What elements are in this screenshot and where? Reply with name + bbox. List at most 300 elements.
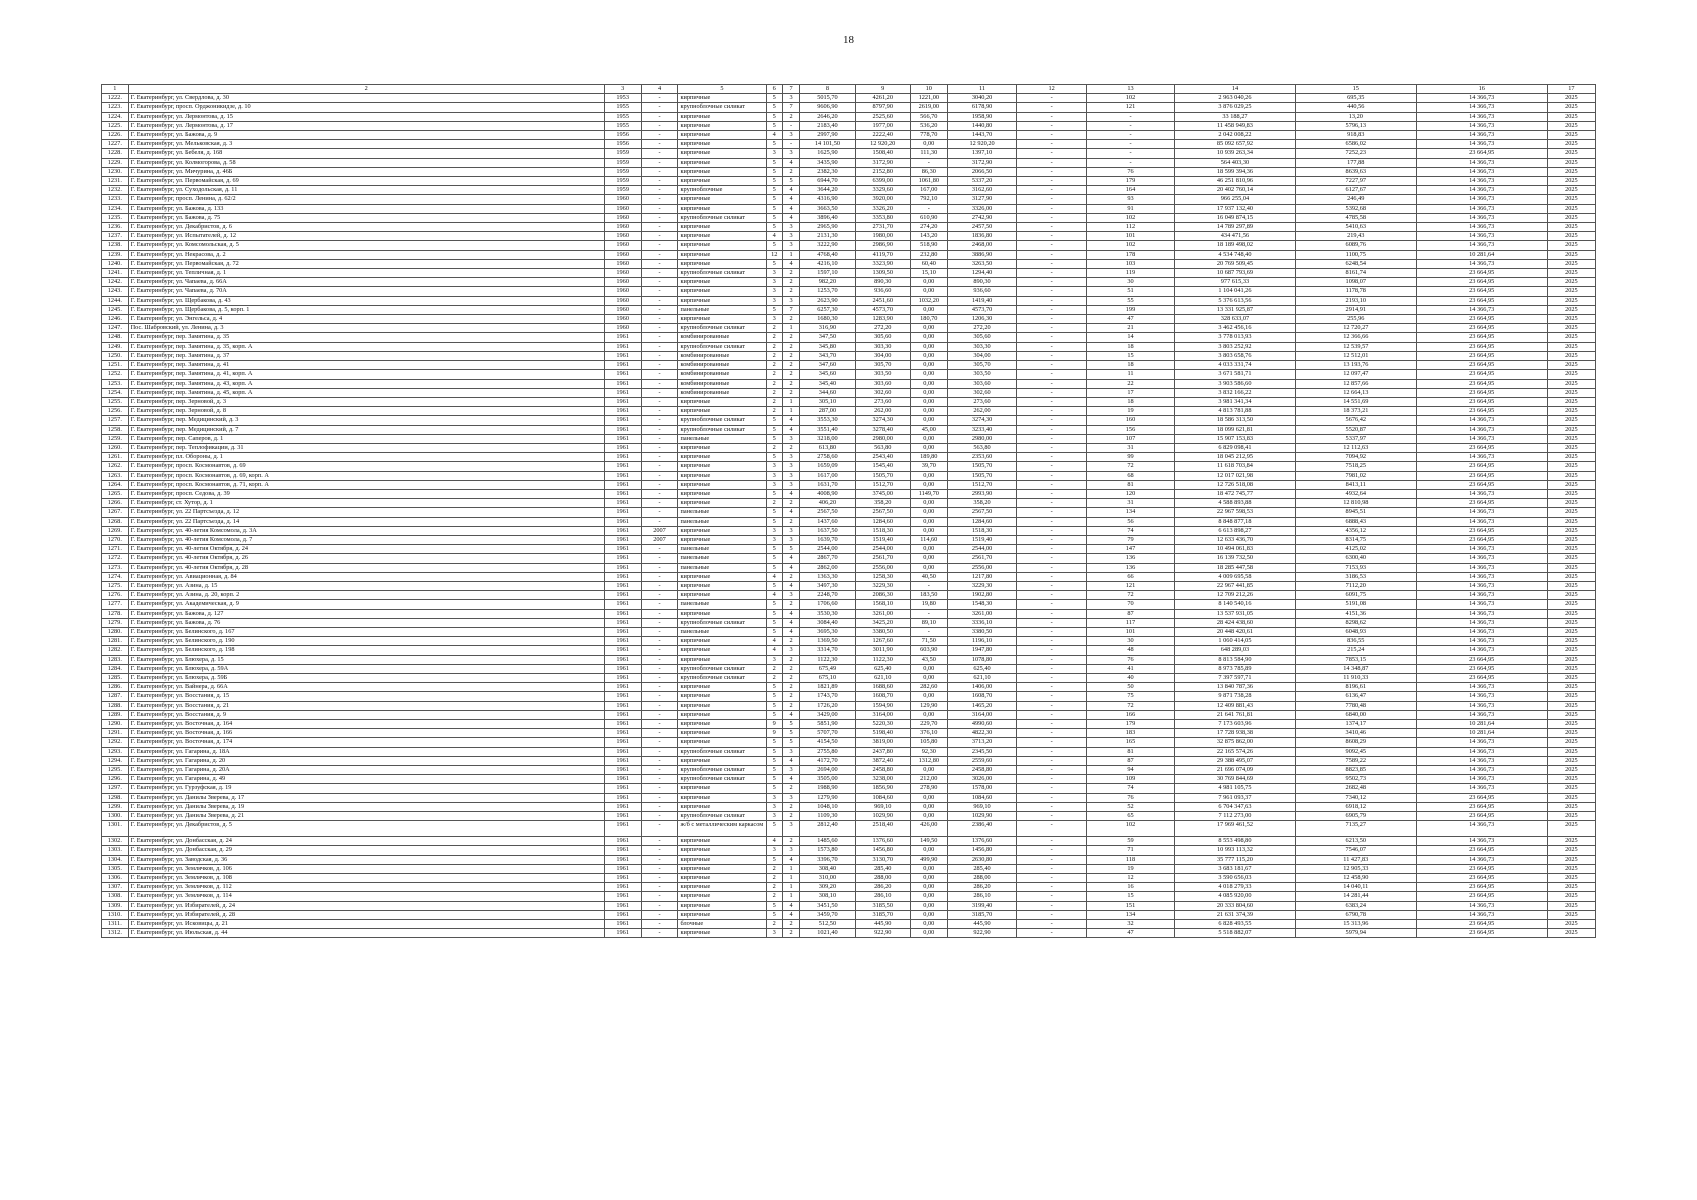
table-cell: 2025	[1547, 250, 1595, 259]
table-cell: 0,00	[910, 563, 947, 572]
table-cell: 118	[1086, 855, 1174, 864]
table-cell: Г. Екатеринбург, ул. Декабристов, д. 5	[128, 821, 604, 837]
table-cell: кирпичные	[678, 232, 766, 241]
table-cell: 2025	[1547, 920, 1595, 929]
table-cell: 12 920,20	[855, 140, 910, 149]
table-cell: 272,20	[947, 324, 1017, 333]
table-cell: 8 848 877,18	[1175, 517, 1296, 526]
table-cell: Г. Екатеринбург, ул. Исковицы, д. 21	[128, 920, 604, 929]
table-cell: 47	[1086, 315, 1174, 324]
table-cell: 10 281,64	[1416, 720, 1547, 729]
table-row	[102, 812, 1596, 821]
table-cell: 2	[782, 701, 799, 710]
table-cell: -	[1086, 121, 1174, 130]
table-cell: 9 871 738,28	[1175, 692, 1296, 701]
table-cell: 1688,60	[855, 683, 910, 692]
table-cell: 2867,70	[800, 554, 855, 563]
table-cell: -	[641, 462, 678, 471]
table-cell: 302,60	[855, 388, 910, 397]
table-cell: 343,70	[800, 351, 855, 360]
table-cell: 499,90	[910, 855, 947, 864]
table-cell: 5	[766, 305, 782, 314]
table-cell: 6888,43	[1295, 517, 1416, 526]
table-cell: -	[641, 618, 678, 627]
table-cell: 4785,58	[1295, 213, 1416, 222]
table-cell: 2025	[1547, 388, 1595, 397]
table-cell: 105,80	[910, 738, 947, 747]
table-cell: 310,00	[800, 874, 855, 883]
table-cell: 2025	[1547, 609, 1595, 618]
table-row	[102, 177, 1596, 186]
table-cell: -	[1017, 591, 1087, 600]
table-cell: 2	[766, 874, 782, 883]
table-cell: 1048,10	[800, 802, 855, 811]
table-cell: 229,70	[910, 720, 947, 729]
table-cell: 2345,50	[947, 747, 1017, 756]
table-cell: 1252.	[102, 370, 129, 379]
table-cell: Г. Екатеринбург, пер. Замятина, д. 41, корп. А	[128, 370, 604, 379]
table-cell: -	[641, 296, 678, 305]
table-cell: кирпичные	[678, 112, 766, 121]
table-cell: 1958,90	[947, 112, 1017, 121]
table-cell: кирпичные	[678, 793, 766, 802]
table-cell: 1278.	[102, 609, 129, 618]
table-cell: 22	[1086, 379, 1174, 388]
table-cell: кирпичные	[678, 692, 766, 701]
table-cell: 1980,00	[855, 232, 910, 241]
table-cell: -	[1017, 618, 1087, 627]
table-cell: 2025	[1547, 397, 1595, 406]
table-cell: 66	[1086, 572, 1174, 581]
table-cell: 2025	[1547, 269, 1595, 278]
table-cell: 1706,60	[800, 600, 855, 609]
table-cell: 2025	[1547, 434, 1595, 443]
table-cell: 5	[766, 517, 782, 526]
table-row	[102, 250, 1596, 259]
table-cell: 2	[782, 278, 799, 287]
table-cell: кирпичные	[678, 149, 766, 158]
table-cell: кирпичные	[678, 929, 766, 938]
table-cell: кирпичные	[678, 910, 766, 919]
table-cell: 23 664,95	[1416, 892, 1547, 901]
table-cell: -	[1017, 223, 1087, 232]
table-cell: 5	[766, 186, 782, 195]
table-cell: кирпичные	[678, 462, 766, 471]
table-cell: 2	[782, 379, 799, 388]
table-cell: -	[641, 517, 678, 526]
table-cell: 1960	[604, 232, 641, 241]
table-cell: 14 551,69	[1295, 397, 1416, 406]
table-cell: 23 664,95	[1416, 278, 1547, 287]
table-cell: кирпичные	[678, 591, 766, 600]
table-cell: 52	[1086, 802, 1174, 811]
table-cell: 3	[782, 535, 799, 544]
table-cell: 2025	[1547, 802, 1595, 811]
table-cell: 1098,07	[1295, 278, 1416, 287]
table-cell: 0,00	[910, 351, 947, 360]
table-row	[102, 910, 1596, 919]
table-cell: 4	[766, 637, 782, 646]
table-cell: 14 366,73	[1416, 121, 1547, 130]
table-cell: 1961	[604, 910, 641, 919]
table-cell: 0,00	[910, 397, 947, 406]
table-cell: 7112,20	[1295, 581, 1416, 590]
table-cell: 0,00	[910, 140, 947, 149]
table-cell: кирпичные	[678, 287, 766, 296]
table-cell: -	[641, 149, 678, 158]
table-cell: 1280.	[102, 627, 129, 636]
table-cell: Г. Екатеринбург, ул. Избирателей, д. 28	[128, 910, 604, 919]
table-cell: 5796,13	[1295, 121, 1416, 130]
table-cell: -	[1017, 701, 1087, 710]
table-cell: 304,00	[947, 351, 1017, 360]
table-cell: 43,50	[910, 655, 947, 664]
table-cell: 1232.	[102, 186, 129, 195]
table-cell: 14 366,73	[1416, 600, 1547, 609]
table-cell: 51	[1086, 287, 1174, 296]
table-cell: кирпичные	[678, 480, 766, 489]
table-cell: -	[1017, 646, 1087, 655]
table-row	[102, 901, 1596, 910]
table-cell: 117	[1086, 618, 1174, 627]
table-cell: 3278,40	[855, 425, 910, 434]
table-cell: 1303.	[102, 846, 129, 855]
table-cell: -	[641, 563, 678, 572]
table-cell: -	[641, 802, 678, 811]
table-cell: 76	[1086, 167, 1174, 176]
table-cell: -	[641, 241, 678, 250]
table-row	[102, 443, 1596, 452]
table-cell: Г. Екатеринбург, ул. 22 Партсъезда, д. 14	[128, 517, 604, 526]
table-cell: 1961	[604, 756, 641, 765]
table-cell: 156	[1086, 425, 1174, 434]
table-cell: 1100,75	[1295, 250, 1416, 259]
table-cell: 2	[782, 269, 799, 278]
table-cell: -	[641, 434, 678, 443]
table-cell: 345,60	[800, 370, 855, 379]
table-cell: 1376,60	[947, 837, 1017, 846]
table-cell: 18 373,21	[1295, 407, 1416, 416]
table-cell: 5	[782, 729, 799, 738]
table-cell: -	[641, 250, 678, 259]
table-cell: 303,30	[855, 342, 910, 351]
table-cell: 1267,60	[855, 637, 910, 646]
table-cell: 1	[782, 883, 799, 892]
table-cell: 1961	[604, 874, 641, 883]
table-cell: 3229,30	[855, 581, 910, 590]
table-row	[102, 287, 1596, 296]
table-cell: 5	[766, 581, 782, 590]
table-cell: 10 281,64	[1416, 250, 1547, 259]
table-cell: -	[1017, 609, 1087, 618]
table-cell: 23 664,95	[1416, 370, 1547, 379]
table-cell: 2862,00	[800, 563, 855, 572]
table-cell: 3	[766, 278, 782, 287]
table-cell: 5	[766, 563, 782, 572]
table-cell: 18 045 212,95	[1175, 453, 1296, 462]
table-cell: 5	[766, 94, 782, 103]
table-cell: 0,00	[910, 526, 947, 535]
table-cell: 5	[766, 508, 782, 517]
table-cell: Г. Екатеринбург, ул. Восточная, д. 174	[128, 738, 604, 747]
table-cell: 3	[782, 131, 799, 140]
table-cell: 0,00	[910, 674, 947, 683]
table-cell: 14 366,73	[1416, 618, 1547, 627]
table-cell: 7153,93	[1295, 563, 1416, 572]
table-cell: -	[641, 874, 678, 883]
table-cell: 8797,90	[855, 103, 910, 112]
table-cell: 1961	[604, 837, 641, 846]
table-cell: 272,20	[855, 324, 910, 333]
table-cell: 87	[1086, 756, 1174, 765]
table-row	[102, 149, 1596, 158]
table-cell: 3	[782, 646, 799, 655]
table-cell: 1029,90	[855, 812, 910, 821]
table-cell: -	[910, 627, 947, 636]
table-cell: 1961	[604, 864, 641, 873]
table-cell: кирпичные	[678, 489, 766, 498]
table-cell: 2025	[1547, 883, 1595, 892]
table-cell: 0,00	[910, 692, 947, 701]
table-cell: 1960	[604, 241, 641, 250]
table-cell: 2025	[1547, 864, 1595, 873]
table-cell: 2758,60	[800, 453, 855, 462]
table-body	[102, 94, 1596, 938]
table-row	[102, 324, 1596, 333]
table-cell: -	[641, 738, 678, 747]
table-cell: -	[1017, 846, 1087, 855]
table-row	[102, 462, 1596, 471]
table-cell: 14 366,73	[1416, 213, 1547, 222]
table-cell: 2986,90	[855, 241, 910, 250]
table-cell: -	[1017, 683, 1087, 692]
table-cell: 1245.	[102, 305, 129, 314]
table-cell: крупноблочные силикат	[678, 812, 766, 821]
table-cell: -	[641, 812, 678, 821]
table-cell: -	[1017, 910, 1087, 919]
table-cell: 1639,70	[800, 535, 855, 544]
table-cell: 5	[766, 453, 782, 462]
table-cell: -	[641, 177, 678, 186]
table-cell: 6 613 898,27	[1175, 526, 1296, 535]
table-cell: Г. Екатеринбург, просп. Космонавтов, д. 69, корп. А	[128, 471, 604, 480]
table-cell: 0,00	[910, 388, 947, 397]
table-cell: 3	[782, 747, 799, 756]
table-cell: 14 366,73	[1416, 223, 1547, 232]
table-cell: 68	[1086, 471, 1174, 480]
table-cell: 1239.	[102, 250, 129, 259]
table-cell: 76	[1086, 655, 1174, 664]
table-cell: -	[1017, 112, 1087, 121]
table-cell: Г. Екатеринбург, пер. Медицинский, д. 3	[128, 416, 604, 425]
table-cell: 1512,70	[855, 480, 910, 489]
table-cell: 3274,30	[855, 416, 910, 425]
table-cell: 1221,00	[910, 94, 947, 103]
table-row	[102, 388, 1596, 397]
table-cell: 613,80	[800, 443, 855, 452]
table-cell: 2193,10	[1295, 296, 1416, 305]
table-cell: 2025	[1547, 195, 1595, 204]
table-cell: 23 664,95	[1416, 388, 1547, 397]
table-cell: кирпичные	[678, 315, 766, 324]
table-row	[102, 121, 1596, 130]
table-cell: 1250.	[102, 351, 129, 360]
table-cell: 1961	[604, 591, 641, 600]
table-cell: 5	[766, 756, 782, 765]
table-cell: -	[641, 756, 678, 765]
table-cell: Г. Екатеринбург, ул. Восстания, д. 21	[128, 701, 604, 710]
table-cell: кирпичные	[678, 535, 766, 544]
table-cell: 56	[1086, 517, 1174, 526]
table-cell: 836,55	[1295, 637, 1416, 646]
table-cell: -	[641, 883, 678, 892]
table-cell: 14 366,73	[1416, 784, 1547, 793]
table-cell: -	[910, 204, 947, 213]
table-cell: Г. Екатеринбург, ул. Блюхера, д. 59Б	[128, 674, 604, 683]
table-cell: 4990,60	[947, 720, 1017, 729]
table-row	[102, 637, 1596, 646]
table-cell: 1960	[604, 213, 641, 222]
table-cell: 286,10	[855, 892, 910, 901]
table-row	[102, 425, 1596, 434]
table-cell: 2025	[1547, 471, 1595, 480]
table-cell: 3323,90	[855, 259, 910, 268]
table-cell: 12 810,98	[1295, 499, 1416, 508]
table-row	[102, 701, 1596, 710]
table-cell: 2	[766, 342, 782, 351]
table-cell: 1293.	[102, 747, 129, 756]
table-cell: 23 664,95	[1416, 351, 1547, 360]
table-cell: 120	[1086, 489, 1174, 498]
table-cell: 0,00	[910, 929, 947, 938]
table-cell: Г. Екатеринбург, пер. Замятина, д. 35, корп. А	[128, 342, 604, 351]
table-cell: 30 769 844,69	[1175, 775, 1296, 784]
table-cell: -	[1017, 901, 1087, 910]
table-cell: 5	[766, 738, 782, 747]
table-cell: 792,10	[910, 195, 947, 204]
table-cell: 14 366,73	[1416, 563, 1547, 572]
table-cell: -	[641, 370, 678, 379]
table-cell: Г. Екатеринбург, ул. Восточная, д. 166	[128, 729, 604, 738]
table-row	[102, 692, 1596, 701]
table-cell: 3185,70	[947, 910, 1017, 919]
table-row	[102, 581, 1596, 590]
table-cell: Г. Екатеринбург, ул. Колмогорова, д. 58	[128, 158, 604, 167]
table-cell: 1961	[604, 508, 641, 517]
table-cell: 1961	[604, 812, 641, 821]
table-cell: крупноблочные силикат	[678, 766, 766, 775]
table-cell: Г. Екатеринбург, ул. Гагарина, д. 18А	[128, 747, 604, 756]
table-cell: 0,00	[910, 287, 947, 296]
table-cell: 3326,20	[855, 204, 910, 213]
table-cell: 3238,00	[855, 775, 910, 784]
table-cell: 1307.	[102, 883, 129, 892]
table-cell: 1178,78	[1295, 287, 1416, 296]
table-cell: 23 664,95	[1416, 664, 1547, 673]
table-cell: 134	[1086, 910, 1174, 919]
table-cell: 2025	[1547, 121, 1595, 130]
table-cell: 11 618 703,84	[1175, 462, 1296, 471]
table-cell: 6399,00	[855, 177, 910, 186]
table-cell: 3425,20	[855, 618, 910, 627]
table-cell: панельные	[678, 600, 766, 609]
table-cell: -	[641, 793, 678, 802]
table-cell: 8413,11	[1295, 480, 1416, 489]
table-row	[102, 397, 1596, 406]
table-cell: Г. Екатеринбург, ул. Лермонтова, д. 15	[128, 112, 604, 121]
header-cell: 1	[102, 85, 129, 94]
table-cell: 5	[782, 720, 799, 729]
table-cell: -	[1017, 131, 1087, 140]
table-cell: 12 458,90	[1295, 874, 1416, 883]
table-cell: 5520,87	[1295, 425, 1416, 434]
table-cell: 8608,29	[1295, 738, 1416, 747]
table-cell: 5851,90	[800, 720, 855, 729]
table-cell: 2025	[1547, 581, 1595, 590]
table-cell: 982,20	[800, 278, 855, 287]
table-cell: 15,10	[910, 269, 947, 278]
table-cell: Г. Екатеринбург, ул. Гурзуфская, д. 19	[128, 784, 604, 793]
table-cell: 6213,50	[1295, 837, 1416, 846]
table-cell: 4 981 105,75	[1175, 784, 1296, 793]
table-cell: 1276.	[102, 591, 129, 600]
table-cell: 23 664,95	[1416, 802, 1547, 811]
table-cell: 10 281,64	[1416, 729, 1547, 738]
table-cell: панельные	[678, 545, 766, 554]
table-cell: 4	[782, 195, 799, 204]
table-cell: 1223.	[102, 103, 129, 112]
table-cell: Г. Екатеринбург, ул. Испытателей, д. 12	[128, 232, 604, 241]
table-cell: -	[1017, 259, 1087, 268]
table-cell: 2025	[1547, 526, 1595, 535]
table-cell: 305,60	[947, 333, 1017, 342]
table-cell: 625,40	[947, 664, 1017, 673]
table-cell: 11 910,33	[1295, 674, 1416, 683]
table-cell: крупноблочные силикат	[678, 674, 766, 683]
table-cell: 11 458 949,83	[1175, 121, 1296, 130]
table-cell: 2	[766, 499, 782, 508]
table-cell: Г. Екатеринбург, ул. Землячков, д. 108	[128, 874, 604, 883]
table-cell: 7 397 597,71	[1175, 674, 1296, 683]
table-cell: Г. Екатеринбург, ул. Азина, д. 15	[128, 581, 604, 590]
table-cell: кирпичные	[678, 94, 766, 103]
table-cell: -	[641, 103, 678, 112]
table-row	[102, 499, 1596, 508]
table-cell: 2025	[1547, 784, 1595, 793]
table-cell: 1961	[604, 545, 641, 554]
table-cell: -	[1017, 94, 1087, 103]
table-cell: 1259.	[102, 434, 129, 443]
table-cell: 1296.	[102, 775, 129, 784]
table-cell: Г. Екатеринбург, ул. Июльская, д. 44	[128, 929, 604, 938]
table-cell: 1961	[604, 453, 641, 462]
table-cell: 285,40	[855, 864, 910, 873]
table-row	[102, 379, 1596, 388]
table-cell: 2025	[1547, 489, 1595, 498]
table-cell: 1302.	[102, 837, 129, 846]
table-cell: 347,50	[800, 333, 855, 342]
table-cell: 1226.	[102, 131, 129, 140]
table-cell: 8 140 540,16	[1175, 600, 1296, 609]
table-cell: 1856,90	[855, 784, 910, 793]
table-cell: 969,10	[855, 802, 910, 811]
table-cell: 1265.	[102, 489, 129, 498]
table-cell: 2025	[1547, 158, 1595, 167]
table-cell: 0,00	[910, 407, 947, 416]
table-cell: -	[1017, 929, 1087, 938]
table-cell: -	[1017, 195, 1087, 204]
table-cell: 2	[766, 361, 782, 370]
